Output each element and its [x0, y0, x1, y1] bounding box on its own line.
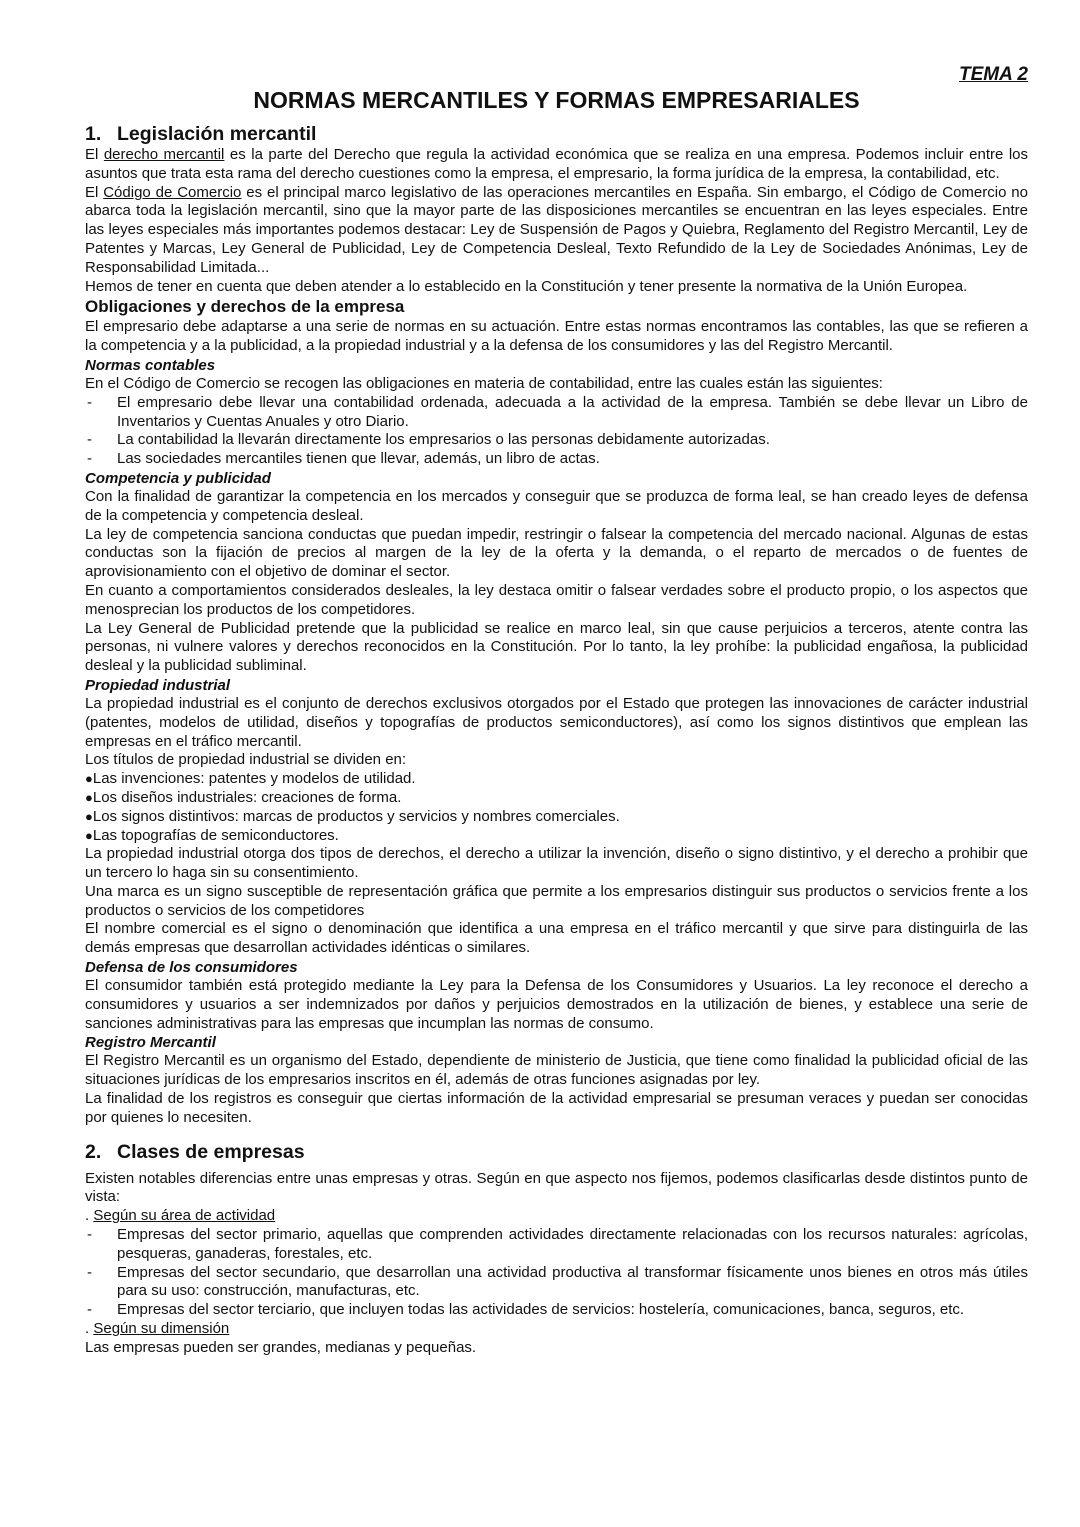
paragraph: Con la finalidad de garantizar la competencia en los mercados y conseguir que se produzca de forma leal, se han creado leyes de defensa de la competencia y competencia desleal. — [85, 487, 1028, 524]
section-2-number: 2. — [85, 1140, 102, 1163]
list-item: - El empresario debe llevar una contabilidad ordenada, adecuada a la actividad de la empresa. También se debe llevar un Libro de Inventarios y Cuentas Anuales y otro Diario. — [85, 394, 1028, 432]
text: es el principal marco legislativo de las operaciones mercantiles en España. Sin embargo, el Código de Comercio no abarca toda la legislación mercantil, sino que la mayor parte de las disposiciones mercantiles se encuentran en las leyes especiales. Entre las leyes especiales más importantes podemos destacar: Ley de Suspensión de Pagos y Quiebra, Reglamento del Registro Mercantil, Ley de Patentes y Marcas, Ley General de Publicidad, Ley de Competencia Desleal, Texto Refundido de la Ley de Sociedades Anónimas, Ley de Responsabilidad Limitada... — [85, 183, 1028, 276]
subheading-dimension — [85, 1320, 1028, 1339]
propiedad-list — [85, 770, 1028, 845]
term-codigo-comercio: Código de Comercio — [103, 183, 242, 201]
heading-obligaciones: Obligaciones y derechos de la empresa — [85, 297, 405, 317]
paragraph-derecho-mercantil — [85, 146, 1028, 184]
paragraph-constitucion: Hemos de tener en cuenta que deben atender a lo establecido en la Constitución y tener presente la normativa de la Unión Europea. — [85, 277, 968, 295]
text: Según su dimensión — [93, 1320, 230, 1338]
heading-competencia: Competencia y publicidad — [85, 469, 271, 487]
paragraph-dimension: Las empresas pueden ser grandes, medianas y pequeñas. — [85, 1338, 477, 1356]
text: Según su área de actividad — [93, 1207, 276, 1225]
list-item: ● Las invenciones: patentes y modelos de utilidad. — [85, 770, 1028, 789]
section-1-title: Legislación mercantil — [117, 123, 317, 145]
heading-defensa-consumidores: Defensa de los consumidores — [85, 959, 298, 977]
paragraph: La Ley General de Publicidad pretende que la publicidad se realice en marco leal, sin que cause perjuicios a terceros, atente contra las personas, ni vulnere valores y derechos reconocidos en la Constitución. Por lo tanto, la ley prohíbe: la publicidad engañosa, la publicidad desleal y la publicidad subliminal. — [85, 619, 1028, 675]
paragraph: El Registro Mercantil es un organismo del Estado, dependiente de ministerio de Justicia, que tiene como finalidad la publicidad oficial de las situaciones jurídicas de los empresarios inscritos en él, además de otras funciones asignadas por ley. — [85, 1052, 1028, 1089]
paragraph: La ley de competencia sanciona conductas que puedan impedir, restringir o falsear la competencia del mercado nacional. Algunas de estas conductas son la fijación de precios al margen de la ley de la oferta y la demanda, o el reparto de mercados o de fuentes de aprovisionamiento con el objetivo de dominar el sector. — [85, 525, 1028, 581]
paragraph: En cuanto a comportamientos considerados desleales, la ley destaca omitir o falsear verdades sobre el producto propio, o los aspectos que menosprecian los productos de los competidores. — [85, 581, 1028, 618]
section-2-title: Clases de empresas — [117, 1140, 305, 1163]
subheading-area-actividad — [85, 1207, 1028, 1226]
paragraph: La finalidad de los registros es conseguir que ciertas información de la actividad empresarial se presuman veraces y puedan ser conocidas por quienes lo necesiten. — [85, 1090, 1028, 1126]
tema-label: TEMA 2 — [959, 64, 1028, 85]
heading-normas-contables: Normas contables — [85, 356, 216, 374]
paragraph-codigo-comercio — [85, 184, 1028, 278]
heading-propiedad-industrial: Propiedad industrial — [85, 676, 231, 694]
section-2-heading — [85, 1140, 1028, 1164]
list-item: ● Los diseños industriales: creaciones de forma. — [85, 789, 1028, 808]
paragraph-obligaciones: El empresario debe adaptarse a una serie de normas en su actuación. Entre estas normas encontramos las contables, las que se refieren a la competencia y a la publicidad, a la propiedad industrial y a la defensa de los consumidores y las del Registro Mercantil. — [85, 318, 1028, 355]
section-1-heading — [85, 122, 1028, 146]
paragraph: El nombre comercial es el signo o denominación que identifica a una empresa en el tráfico mercantil y que sirve para distinguirla de las demás empresas que desarrollan actividades idénticas o similares. — [85, 920, 1028, 957]
area-list — [85, 1226, 1028, 1320]
list-item: - Las sociedades mercantiles tienen que llevar, además, un libro de actas. — [85, 450, 1028, 469]
list-item: - Empresas del sector primario, aquellas que comprenden actividades directamente relacionadas con los recursos naturales: agrícolas, pesqueras, ganaderas, forestales, etc. — [85, 1226, 1028, 1264]
list-item: - La contabilidad la llevarán directamente los empresarios o las personas debidamente autorizadas. — [85, 431, 1028, 450]
list-item: ● Las topografías de semiconductores. — [85, 827, 1028, 846]
paragraph: Los títulos de propiedad industrial se dividen en: — [85, 751, 407, 769]
paragraph: La propiedad industrial es el conjunto de derechos exclusivos otorgados por el Estado que protegen las innovaciones de carácter industrial (patentes, modelos de utilidad, diseños y topografías de productos semiconductores), así como los signos distintivos que emplean las empresas en el tráfico mercantil. — [85, 694, 1028, 750]
page-title: NORMAS MERCANTILES Y FORMAS EMPRESARIALES — [253, 87, 860, 113]
paragraph-contables-intro: En el Código de Comercio se recogen las obligaciones en materia de contabilidad, entre las cuales están las siguientes: — [85, 374, 883, 392]
paragraph-clases-intro: Existen notables diferencias entre unas empresas y otras. Según en que aspecto nos fijemos, podemos clasificarlas desde distintos punto de vista: — [85, 1169, 1028, 1206]
paragraph: Una marca es un signo susceptible de representación gráfica que permite a los empresarios distinguir sus productos o servicios frente a los productos o servicios de los competidores — [85, 882, 1028, 919]
text: El — [85, 146, 104, 163]
paragraph: La propiedad industrial otorga dos tipos de derechos, el derecho a utilizar la invención, diseño o signo distintivo, y el derecho a prohibir que un tercero lo haga sin su consentimiento. — [85, 845, 1028, 882]
text: . — [85, 1320, 94, 1338]
list-item: - Empresas del sector terciario, que incluyen todas las actividades de servicios: hostelería, comunicaciones, banca, seguros, etc. — [85, 1301, 1028, 1320]
document-page — [85, 62, 1028, 1358]
text: El — [85, 183, 104, 201]
list-item: ● Los signos distintivos: marcas de productos y servicios y nombres comerciales. — [85, 808, 1028, 827]
text: es la parte del Derecho que regula la actividad económica que se realiza en una empresa. Podemos incluir entre los asuntos que trata esta rama del derecho cuestiones como la empresa, el empresario, la forma jurídica de la empresa, la contabilidad, etc. — [85, 146, 1028, 182]
section-1-number: 1. — [85, 123, 102, 145]
contables-list — [85, 394, 1028, 469]
heading-registro-mercantil: Registro Mercantil — [85, 1034, 216, 1052]
list-item: - Empresas del sector secundario, que desarrollan una actividad productiva al transformar físicamente unos bienes en otros más útiles para su uso: construcción, manufacturas, etc. — [85, 1264, 1028, 1302]
text: . — [85, 1207, 94, 1225]
paragraph: El consumidor también está protegido mediante la Ley para la Defensa de los Consumidores y Usuarios. La ley reconoce el derecho a consumidores y usuarios a ser indemnizados por daños y perjuicios demostrados en la utilización de bienes, y establece una serie de sanciones administrativas para las empresas que incumplan las normas de consumo. — [85, 977, 1028, 1032]
term-derecho-mercantil: derecho mercantil — [103, 146, 225, 163]
